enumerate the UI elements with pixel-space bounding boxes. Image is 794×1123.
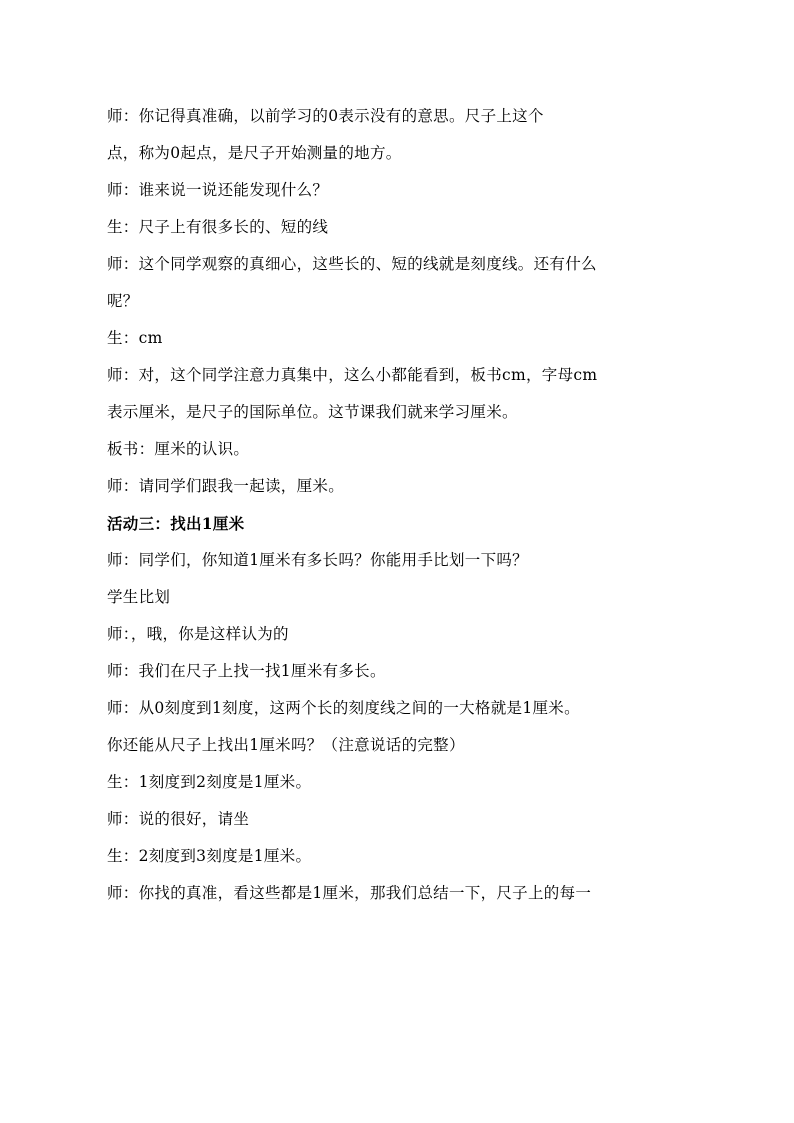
text-line-18: 你还能从尺子上找出1厘米吗？（注意说话的完整）	[107, 736, 465, 754]
text-line-13: 师：同学们，你知道1厘米有多长吗？你能用手比划一下吗？	[107, 551, 528, 569]
text-line-14: 学生比划	[107, 588, 171, 606]
text-line-22: 师：你找的真准，看这些都是1厘米，那我们总结一下，尺子上的每一	[107, 884, 592, 902]
text-line-11: 师：请同学们跟我一起读，厘米。	[107, 477, 345, 495]
text-line-2: 点，称为0起点，是尺子开始测量的地方。	[107, 144, 402, 162]
text-line-7: 生：cm	[107, 329, 163, 347]
text-line-19: 生：1刻度到2刻度是1厘米。	[107, 773, 312, 791]
text-line-20: 师：说的很好，请坐	[107, 810, 250, 828]
text-line-6: 呢？	[107, 292, 139, 310]
text-line-15: 师：，哦，你是这样认为的	[107, 625, 289, 643]
text-line-21: 生：2刻度到3刻度是1厘米。	[107, 847, 312, 865]
text-line-16: 师：我们在尺子上找一找1厘米有多长。	[107, 662, 386, 680]
document-page	[107, 98, 707, 912]
text-line-8: 师：对，这个同学注意力真集中，这么小都能看到，板书cm，字母cm	[107, 366, 598, 384]
text-line-10: 板书：厘米的认识。	[107, 440, 250, 458]
text-line-4: 生：尺子上有很多长的、短的线	[107, 218, 329, 236]
text-line-17: 师：从0刻度到1刻度，这两个长的刻度线之间的一大格就是1厘米。	[107, 699, 580, 717]
text-line-3: 师：谁来说一说还能发现什么？	[107, 181, 329, 199]
text-line-1: 师：你记得真准确，以前学习的0表示没有的意思。尺子上这个	[107, 107, 544, 125]
section-heading: 活动三：找出1厘米	[107, 514, 245, 533]
text-line-5: 师：这个同学观察的真细心，这些长的、短的线就是刻度线。还有什么	[107, 255, 597, 273]
text-line-9: 表示厘米，是尺子的国际单位。这节课我们就来学习厘米。	[107, 403, 518, 421]
